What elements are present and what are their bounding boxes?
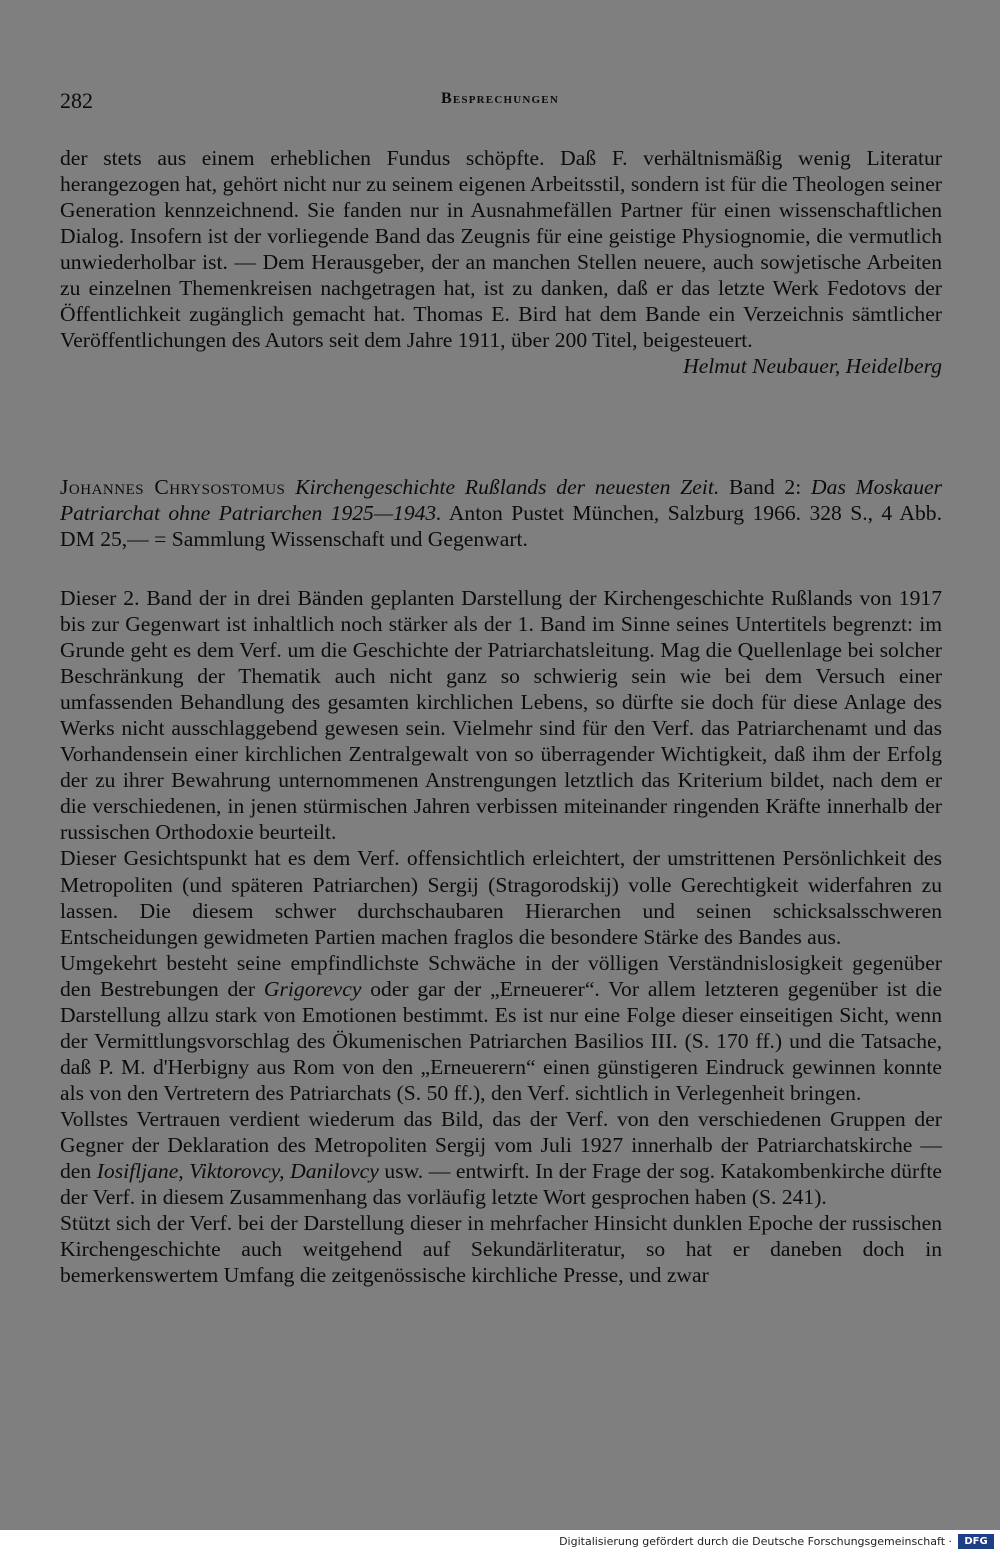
- paragraph-4-groups: Iosifljane, Viktorovcy, Danilovcy: [96, 1159, 379, 1184]
- review-body: [60, 585, 942, 1288]
- page-number: 282: [60, 88, 93, 113]
- dfg-logo[interactable]: DFG: [958, 1534, 994, 1549]
- paragraph-3-term: Grigorevcy: [263, 976, 362, 1001]
- page-header: [60, 88, 940, 118]
- citation-title: Kirchengeschichte Rußlands der neuesten Zeit.: [295, 475, 720, 499]
- paragraph-4-text-a: Vollstes Vertrauen verdient wiederum das Bild, das der Verf. von den verschiedenen Gruppen der Gegner der Deklaration des Metropoliten Sergij vom Juli 1927 innerhalb der Patriarchatskirche — den: [60, 1106, 942, 1184]
- review-paragraph: der stets aus einem erheblichen Fundus schöpfte. Daß F. verhältnismäßig wenig Literatur herangezogen hat, gehört nicht nur zu seinem eigenen Arbeitsstil, sondern ist für die Theologen seiner Generation kennzeichnend. Sie fanden nur in Ausnahmefällen Partner für einen wissenschaftlichen Dialog. Insofern ist der vorliegende Band das Zeugnis für eine geistige Physiognomie, die vermutlich unwiederholbar ist. — Dem Herausgeber, der an manchen Stellen neuere, auch sowjetische Arbeiten zu einzelnen Themenkreisen nachgetragen hat, ist zu danken, daß er das letzte Werk Fedotovs der Öffentlichkeit zugänglich gemacht hat. Thomas E. Bird hat dem Bande ein Verzeichnis sämtlicher Veröffentlichungen des Autors seit dem Jahre 1911, über 200 Titel, beigesteuert.: [60, 146, 942, 353]
- citation-publisher: Anton Pustet München, Salzburg 1966. 328 S., 4 Abb. DM 25,— = Sammlung Wissenschaft und Gegenwart.: [60, 501, 942, 552]
- review-paragraph-3: [60, 950, 942, 1106]
- digitization-footer: [0, 1530, 1000, 1554]
- reviewer-signature: Helmut Neubauer, Heidelberg: [683, 354, 942, 379]
- review-paragraph-2: Dieser Gesichtspunkt hat es dem Verf. offensichtlich erleichtert, der umstrittenen Persönlichkeit des Metropoliten (und späteren Patriarchen) Sergij (Stragorodskij) volle Gerechtigkeit widerfahren zu lassen. Die diesem schwer durchschaubaren Hierarchen und seinen schicksalsschweren Entscheidungen gewidmeten Partien machen fraglos die besondere Stärke des Bandes aus.: [60, 846, 942, 949]
- review-paragraph-4: [60, 1106, 942, 1210]
- paragraph-4-text-c: usw. — entwirft. In der Frage der sog. Katakombenkirche dürfte der Verf. in diesem Zusammenhang das vorläufig letzte Wort gesprochen haben (S. 241).: [60, 1159, 942, 1210]
- citation-subtitle: Das Moskauer Patriarchat ohne Patriarchen 1925—1943.: [60, 475, 943, 526]
- citation-entry: [60, 474, 942, 552]
- paragraph-3-text-a: Umgekehrt besteht seine empfindlichste Schwäche in der völligen Verständnislosigkeit gegenüber den Bestrebungen der: [60, 950, 942, 1001]
- review-ending: [60, 145, 942, 379]
- review-paragraph-5: Stützt sich der Verf. bei der Darstellung dieser in mehrfacher Hinsicht dunklen Epoche der russischen Kirchengeschichte auch weitgehend auf Sekundärliteratur, so hat er daneben doch in bemerkenswertem Umfang die zeitgenössische kirchliche Presse, und zwar: [60, 1211, 942, 1288]
- paragraph-3-text-c: oder gar der „Erneuerer“. Vor allem letzteren gegenüber ist die Darstellung allzu stark von Emotionen bestimmt. Es ist nur eine Folge dieser einseitigen Sicht, wenn der Vermittlungsvorschlag des Ökumenischen Patriarchen Basilios III. (S. 170 ff.) und die Tatsache, daß P. M. d'Herbigny aus Rom von den „Erneuerern“ einen günstigeren Eindruck gewinnen konnte als von den Vertretern des Patriarchats (S. 50 ff.), den Verf. sichtlich in Verlegenheit bringen.: [60, 976, 943, 1105]
- citation-volume: Band 2:: [729, 475, 802, 499]
- running-head: Besprechungen: [441, 90, 559, 107]
- book-citation: [60, 474, 942, 552]
- review-paragraph-1: Dieser 2. Band der in drei Bänden geplanten Darstellung der Kirchengeschichte Rußlands von 1917 bis zur Gegenwart ist inhaltlich noch stärker als der 1. Band im Sinne seines Untertitels begrenzt: im Grunde geht es dem Verf. um die Geschichte der Patriarchatsleitung. Mag die Quellenlage bei solcher Beschränkung der Thematik auch nicht ganz so schwierig sein wie bei dem Versuch einer umfassenden Behandlung des gesamten kirchlichen Lebens, so dürfte sie doch für diese Anlage des Werks nicht ausschlaggebend gewesen sein. Vielmehr sind für den Verf. das Patriarchenamt und das Vorhandensein einer kirchlichen Zentralgewalt von so überragender Wichtigkeit, daß ihm der Erfolg der zu ihrer Bewahrung unternommenen Anstrengungen letztlich das Kriterium bildet, nach dem er die verschiedenen, in jenen stürmischen Jahren verbissen miteinander ringenden Kräfte innerhalb der russischen Orthodoxie beurteilt.: [60, 586, 942, 845]
- citation-author: Johannes Chrysostomus: [60, 475, 286, 499]
- funding-note: Digitalisierung gefördert durch die Deutsche Forschungsgemeinschaft ·: [559, 1535, 952, 1548]
